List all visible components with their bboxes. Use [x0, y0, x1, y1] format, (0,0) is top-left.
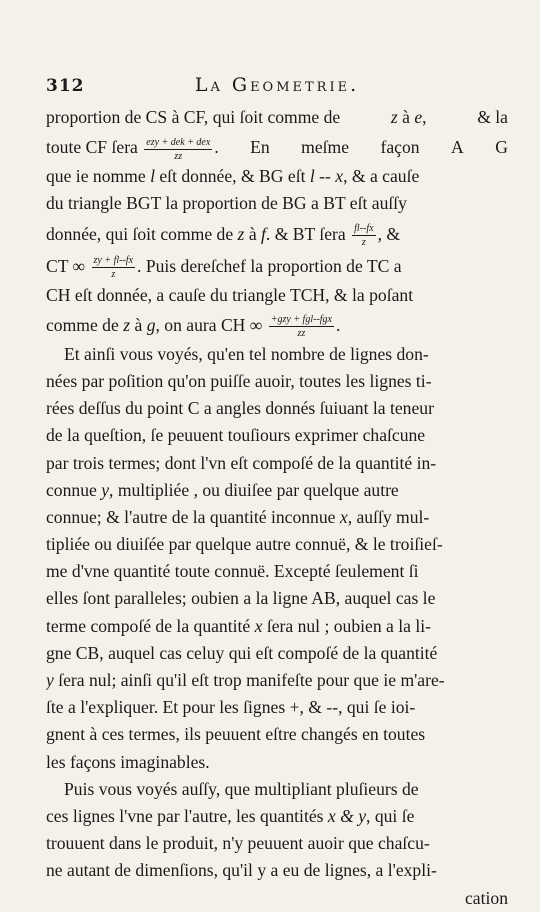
text-line: me d'vne quantité toute connuë. Excepté ſeulement ſi [46, 561, 419, 582]
body-text [46, 104, 508, 912]
text-line: gne CB, auquel cas celuy qui eſt compoſé de la quantité [46, 642, 438, 663]
text-line: ſte a l'expliquer. Et pour les ſignes +, & --, qui ſe ioi- [46, 697, 416, 718]
text-line: y ſera nul; ainſi qu'il eſt trop manifeſte pour que ie m'are- [46, 670, 445, 690]
text-line: Et ainſi vous voyés, qu'en tel nombre de lignes don- [64, 343, 429, 364]
fraction-ct: $\frac{zy + fl--fx}{z}$ [93, 255, 134, 281]
text-line: toute CF ſera $\frac{\text{ezy + dek + dex}}{zz}$ . En meſme façon A G [46, 136, 508, 162]
text-line: CH eſt donnée, a cauſe du triangle TCH, & la poſant [46, 284, 414, 305]
catchword: cation [465, 887, 508, 908]
fraction-cf: $\frac{\text{ezy + dek + dex}}{zz}$ [146, 136, 211, 162]
text-line: comme de z à g, on aura CH ∞ $\frac{\text{+gzy + fgl--fgx}}{zz}$ . [46, 314, 341, 340]
page-header [46, 74, 508, 100]
text-line: donnée, qui ſoit comme de z à f. & BT ſera $\frac{fl--fx}{z}$ , & [46, 223, 401, 249]
text-line: les façons imaginables. [46, 751, 210, 772]
text-line: elles ſont paralleles; oubien a la ligne AB, auquel cas le [46, 588, 436, 609]
text-line: connue; & l'autre de la quantité inconnue x, auſſy mul- [46, 506, 430, 527]
text-line: nées par poſition qu'on puiſſe auoir, toutes les lignes ti- [46, 370, 432, 391]
text-line: rées deſſus du point C a angles donnés ſuiuant la teneur [46, 398, 434, 419]
text-line: proportion de CS à CF, qui ſoit comme de z à e, & la [46, 107, 508, 127]
text-line: que ie nomme l eſt donnée, & BG eſt l -- x, & a cauſe [46, 166, 420, 187]
text-line: terme compoſé de la quantité x ſera nul ; oubien a la li- [46, 615, 431, 636]
text-line: gnent à ces termes, ils peuuent eſtre changés en toutes [46, 724, 426, 745]
text-line: par trois termes; dont l'vn eſt compoſé de la quantité in- [46, 452, 437, 473]
text-line: ces lignes l'vne par l'autre, les quantités x & y, qui ſe [46, 805, 415, 826]
text-line: connue y, multipliée , ou diuiſee par quelque autre [46, 479, 399, 500]
fraction-ch: $\frac{\text{+gzy + fgl--fgx}}{zz}$ [270, 314, 332, 340]
text-line: tipliée ou diuiſée par quelque autre connuë, & le troiſieſ- [46, 534, 443, 555]
text-line: CT ∞ $\frac{zy + fl--fx}{z}$ . Puis dereſchef la proportion de TC a [46, 255, 402, 281]
text-line: Puis vous voyés auſſy, que multipliant pluſieurs de [64, 778, 419, 799]
running-title: La Geometrie. [194, 74, 360, 96]
text-line: du triangle BGT la proportion de BG a BT eſt auſſy [46, 193, 407, 214]
text-line: ne autant de dimenſions, qu'il y a eu de lignes, a l'expli- [46, 860, 437, 881]
text-line: trouuent dans le produit, n'y peuuent auoir que chaſcu- [46, 833, 430, 854]
fraction-bt: $\frac{fl--fx}{z}$ [354, 223, 374, 249]
page-number: 312 [46, 76, 85, 96]
text-line: de la queſtion, ſe peuuent touſiours exprimer chaſcune [46, 425, 426, 446]
